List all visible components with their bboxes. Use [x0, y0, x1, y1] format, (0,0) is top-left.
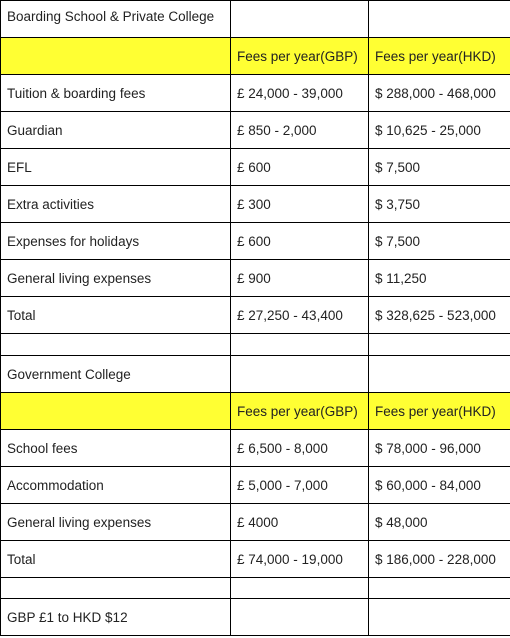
table-row: [1, 149, 510, 186]
gbp-value: £ 600: [231, 149, 369, 186]
gbp-value: £ 850 - 2,000: [231, 112, 369, 149]
gbp-value: £ 900: [231, 260, 369, 297]
table-row: [1, 467, 510, 504]
table-row: [1, 504, 510, 541]
hkd-value: $ 10,625 - 25,000: [369, 112, 510, 149]
header-hkd: Fees per year(HKD): [369, 38, 510, 75]
header-cell-empty: [1, 38, 231, 75]
hkd-value: $ 60,000 - 84,000: [369, 467, 510, 504]
hkd-value: $ 7,500: [369, 223, 510, 260]
empty-cell: [369, 578, 510, 599]
empty-cell: [231, 599, 369, 636]
table-row: [1, 260, 510, 297]
hkd-value: $ 7,500: [369, 149, 510, 186]
row-label: General living expenses: [1, 260, 231, 297]
empty-cell: [369, 334, 510, 356]
row-label: Total: [1, 297, 231, 334]
gbp-value: £ 6,500 - 8,000: [231, 430, 369, 467]
gbp-value: £ 5,000 - 7,000: [231, 467, 369, 504]
section-title-row: [1, 356, 510, 393]
total-row: [1, 297, 510, 334]
empty-cell: [231, 1, 369, 38]
header-cell-empty: [1, 393, 231, 430]
gbp-value: £ 74,000 - 19,000: [231, 541, 369, 578]
gbp-value: £ 300: [231, 186, 369, 223]
header-gbp: Fees per year(GBP): [231, 38, 369, 75]
empty-cell: [369, 356, 510, 393]
hkd-value: $ 11,250: [369, 260, 510, 297]
table-row: [1, 186, 510, 223]
empty-cell: [369, 1, 510, 38]
total-row: [1, 541, 510, 578]
empty-cell: [1, 578, 231, 599]
hkd-value: $ 78,000 - 96,000: [369, 430, 510, 467]
table-row: [1, 223, 510, 260]
section-title: Boarding School & Private College: [1, 1, 231, 38]
table-row: [1, 75, 510, 112]
header-hkd: Fees per year(HKD): [369, 393, 510, 430]
row-label: Expenses for holidays: [1, 223, 231, 260]
spacer-row: [1, 578, 510, 599]
header-row: [1, 38, 510, 75]
header-row: [1, 393, 510, 430]
empty-cell: [369, 599, 510, 636]
spacer-row: [1, 334, 510, 356]
gbp-value: £ 600: [231, 223, 369, 260]
hkd-value: $ 186,000 - 228,000: [369, 541, 510, 578]
row-label: Guardian: [1, 112, 231, 149]
empty-cell: [1, 334, 231, 356]
section-title: Government College: [1, 356, 231, 393]
empty-cell: [231, 334, 369, 356]
hkd-value: $ 328,625 - 523,000: [369, 297, 510, 334]
hkd-value: $ 288,000 - 468,000: [369, 75, 510, 112]
row-label: EFL: [1, 149, 231, 186]
row-label: General living expenses: [1, 504, 231, 541]
row-label: Extra activities: [1, 186, 231, 223]
table-row: [1, 430, 510, 467]
footnote-row: [1, 599, 510, 636]
row-label: School fees: [1, 430, 231, 467]
exchange-rate-note: GBP £1 to HKD $12: [1, 599, 231, 636]
empty-cell: [231, 356, 369, 393]
row-label: Tuition & boarding fees: [1, 75, 231, 112]
gbp-value: £ 4000: [231, 504, 369, 541]
row-label: Total: [1, 541, 231, 578]
table-row: [1, 112, 510, 149]
header-gbp: Fees per year(GBP): [231, 393, 369, 430]
hkd-value: $ 48,000: [369, 504, 510, 541]
empty-cell: [231, 578, 369, 599]
row-label: Accommodation: [1, 467, 231, 504]
gbp-value: £ 27,250 - 43,400: [231, 297, 369, 334]
gbp-value: £ 24,000 - 39,000: [231, 75, 369, 112]
section-title-row: [1, 1, 510, 38]
hkd-value: $ 3,750: [369, 186, 510, 223]
